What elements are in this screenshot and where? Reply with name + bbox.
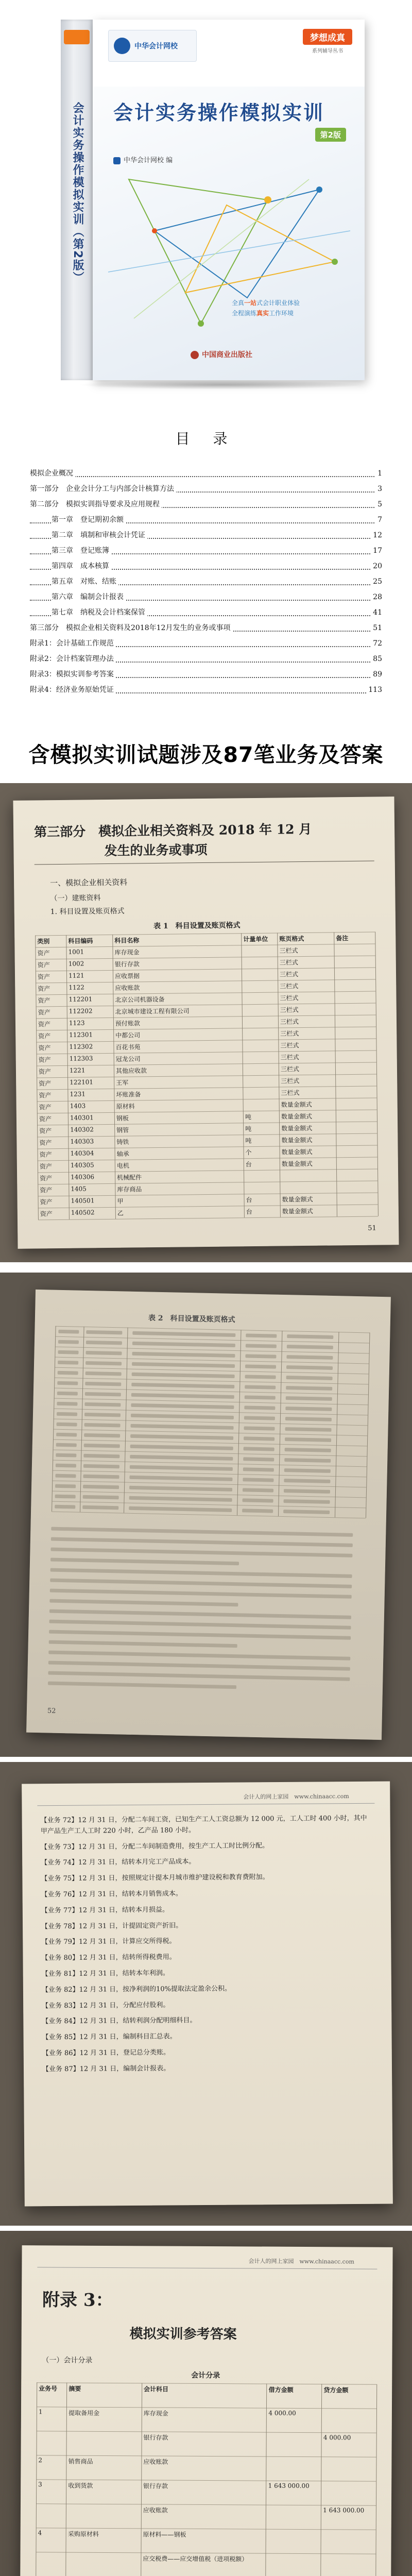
table-cell: 台	[245, 1161, 252, 1168]
toc-item-page: 72	[371, 636, 382, 651]
table-cell: 钢板	[116, 1114, 129, 1122]
business-item: 【业务 75】12 月 31 日，按照规定计提本月城市维护建设税和教育费附加。	[41, 1873, 269, 1883]
business-item: 【业务 76】12 月 31 日，结转本月销售成本。	[41, 1890, 182, 1899]
business-item: 【业务 82】12 月 31 日，按净利润的10%提取法定盈余公积。	[41, 1985, 232, 1994]
table-cell	[245, 1053, 277, 1054]
appendix-subtitle: 模拟实训参考答案	[129, 2326, 237, 2343]
photo-page-51	[0, 783, 412, 1262]
table-cell	[338, 1099, 375, 1100]
business-item: 【业务 85】12 月 31 日，编制科目汇总表。	[42, 2032, 177, 2042]
table-cell: 三栏式	[280, 1065, 300, 1073]
promo-caption-section	[0, 726, 412, 778]
toc-item-label: 第二部分 模拟实训指导要求及应用规程	[30, 500, 162, 509]
table-cell: 4 000.00	[323, 2434, 351, 2442]
table-cell	[337, 1028, 374, 1029]
business-list	[41, 1814, 372, 2080]
table-cell: 三栏式	[280, 1042, 299, 1049]
table-cell: 原材料	[116, 1103, 135, 1110]
table-cell: 台	[246, 1196, 252, 1204]
table-cell: 三栏式	[279, 971, 299, 978]
table-cell: 三栏式	[280, 1030, 299, 1038]
table-cell	[337, 1052, 374, 1053]
table-cell: 资产	[40, 1187, 53, 1194]
table-cell: 数量金额式	[281, 1100, 312, 1109]
table-cell: 三栏式	[281, 1077, 300, 1085]
table-cell: 银行存款	[143, 2482, 168, 2490]
table-cell: 北京公司机器设备	[115, 995, 165, 1004]
toc-item[interactable]	[30, 513, 382, 528]
table-cell: 1001	[68, 948, 84, 956]
table-cell: 资产	[38, 1032, 51, 1040]
toc-item[interactable]	[30, 621, 382, 636]
toc-item-label: 第七章 纳税及会计档案保管	[52, 608, 147, 617]
book-page	[19, 2245, 392, 2576]
table-cell	[337, 1016, 374, 1017]
table-cell: 三栏式	[279, 947, 298, 955]
page-heading: 第三部分 模拟企业相关资料及 2018 年 12 月	[33, 821, 312, 840]
toc-item-label: 附录2：会计档案管理办法	[30, 655, 116, 663]
toc-item-label: 附录3：模拟实训参考答案	[30, 670, 116, 679]
toc-item-page: 1	[375, 466, 382, 481]
toc-item[interactable]	[30, 683, 382, 698]
table-cell: 钢管	[116, 1126, 129, 1134]
spine-badge	[64, 30, 90, 44]
toc-item-page: 12	[371, 528, 382, 543]
table-cell: 轴承	[116, 1150, 129, 1158]
business-item: 【业务 84】12 月 31 日，结转利润分配明细科目。	[42, 2016, 197, 2026]
author-icon	[113, 157, 121, 164]
table-cell: 提取备用金	[68, 2409, 100, 2417]
table-cell: 112303	[69, 1055, 93, 1062]
table-cell: 数量金额式	[281, 1136, 313, 1144]
node-dot	[332, 259, 338, 265]
toc-item-page: 41	[371, 605, 382, 620]
table-cell: 140502	[71, 1209, 95, 1216]
business-item: 【业务 81】12 月 31 日，结转本年利润。	[41, 1969, 169, 1978]
series-badge	[303, 29, 352, 53]
table-cell: 坏账准备	[116, 1091, 141, 1098]
table-cell: 资产	[37, 973, 50, 981]
author-line	[113, 155, 173, 164]
table-cell: 资产	[39, 1151, 52, 1159]
spine-title: 会计实务操作模拟实训（第2版）	[71, 102, 84, 284]
table-cell: 1	[38, 2408, 43, 2416]
cover-title: 会计实务操作模拟实训	[113, 101, 325, 124]
table-header-cell: 类别	[37, 938, 50, 945]
toc-item[interactable]	[30, 574, 382, 590]
node-dot	[152, 228, 157, 233]
appendix-title: 附录 3：	[42, 2290, 113, 2311]
table-cell: 2	[38, 2456, 43, 2464]
table-cell: 三栏式	[280, 1054, 299, 1061]
toc-item-label: 附录4：经济业务原始凭证	[30, 686, 116, 694]
table-cell	[243, 946, 275, 947]
table-cell: 库存现金	[143, 2410, 168, 2417]
table-cell	[323, 2458, 374, 2459]
table-cell: 112202	[68, 1007, 93, 1015]
photo-page-business-list	[0, 1762, 412, 2226]
table-cell: 1 643 000.00	[268, 2482, 310, 2490]
table-cell: 王军	[116, 1079, 129, 1087]
table-cell: 其他应收款	[115, 1067, 147, 1075]
table-cell: 资产	[38, 1068, 52, 1076]
table-cell: 三栏式	[280, 982, 299, 990]
node-dot	[198, 320, 204, 327]
business-item: 【业务 78】12 月 31 日，计提固定资产折旧。	[41, 1921, 183, 1930]
toc-item-page: 25	[371, 574, 382, 589]
table-cell: 资产	[38, 1044, 51, 1052]
business-item: 【业务 83】12 月 31 日，分配应付股利。	[42, 2001, 170, 2010]
business-item: 【业务 86】12 月 31 日，登记总分类账。	[42, 2048, 170, 2058]
table-cell: 资产	[38, 1021, 51, 1028]
toc-item-label: 第五章 对账、结账	[52, 578, 118, 586]
toc-item[interactable]	[30, 482, 382, 497]
table-cell: 1121	[68, 972, 84, 979]
table-header-cell: 账页格式	[279, 935, 304, 943]
table-header-cell: 科目编码	[68, 937, 93, 945]
table-cell	[338, 1135, 375, 1136]
table-cell: 原材料——钢板	[143, 2531, 186, 2538]
table-cell: 140304	[70, 1149, 94, 1157]
toc-item-label: 第二章 填制和审核会计凭证	[52, 531, 147, 539]
book-spine	[61, 20, 93, 380]
table-cell: 三栏式	[280, 1018, 299, 1026]
table-cell: 资产	[38, 1056, 51, 1064]
table-cell: 140302	[70, 1126, 94, 1133]
node-dot	[316, 187, 322, 193]
page-number: 51	[368, 1224, 376, 1232]
table-cell: 银行存款	[143, 2434, 168, 2442]
table-cell: 资产	[39, 1139, 52, 1147]
table-cell: 1403	[70, 1102, 86, 1110]
toc-item-label: 第一部分 企业会计分工与内部会计核算方法	[30, 485, 176, 493]
business-item: 【业务 77】12 月 31 日，结转本月损益。	[41, 1906, 169, 1915]
toc-item-page: 89	[371, 667, 382, 682]
table-cell: 应收账款	[143, 2458, 168, 2466]
table-cell: 4	[38, 2529, 42, 2537]
table-cell: 资产	[40, 1210, 53, 1218]
toc-item[interactable]	[30, 528, 382, 544]
toc-item-label: 第三章 登记账簿	[52, 547, 111, 555]
table-cell: 三栏式	[280, 1006, 299, 1014]
table-cell: 机械配件	[117, 1174, 142, 1181]
table-cell: 1405	[71, 1185, 87, 1193]
table-cell: 1122	[68, 984, 84, 991]
toc-item[interactable]	[30, 544, 382, 559]
toc-item-page: 113	[366, 683, 382, 698]
page-number: 52	[47, 1707, 56, 1715]
toc-item-label: 模拟企业概况	[30, 469, 75, 478]
table-cell: 中都公司	[115, 1031, 141, 1039]
toc-item-page: 51	[371, 621, 382, 636]
subsection-title: 1. 科目设置及账页格式	[50, 907, 125, 917]
table-cell: 资产	[39, 1080, 52, 1088]
table-cell: 资产	[39, 1092, 52, 1099]
table-cell: 140303	[70, 1138, 94, 1145]
table-cell	[244, 1029, 276, 1030]
toc-item[interactable]	[30, 590, 382, 605]
table-cell: 140305	[70, 1161, 94, 1169]
toc-item-page: 20	[371, 559, 382, 574]
toc-item-page: 3	[375, 482, 382, 497]
table-cell: 三栏式	[281, 1089, 300, 1097]
table-cell	[244, 1041, 276, 1042]
press-name: 中国商业出版社	[191, 349, 252, 360]
table-header-cell: 计量单位	[243, 935, 268, 943]
table-cell	[323, 2482, 374, 2483]
table-cell: 140306	[71, 1173, 95, 1181]
edition-badge: 第2版	[315, 128, 346, 142]
table-cell: 甲	[117, 1197, 124, 1205]
table-cell: 140301	[70, 1114, 94, 1122]
table-cell: 资产	[39, 1127, 52, 1135]
table-cell	[282, 1182, 334, 1183]
table-cell: 冠龙公司	[115, 1055, 141, 1063]
table-cell	[336, 945, 373, 946]
table-header-cell: 科目名称	[114, 937, 140, 944]
table-cell	[268, 2506, 319, 2507]
table-cell	[336, 969, 373, 970]
table-caption: 表 2 科目设置及账页格式	[148, 1314, 235, 1324]
book-cover	[61, 20, 365, 380]
toc-item-label: 附录1：会计基础工作规范	[30, 639, 116, 648]
table-cell: 销售商品	[68, 2458, 93, 2465]
table-cell: 收到货款	[68, 2482, 93, 2489]
table-cell: 资产	[38, 1009, 50, 1016]
series-subtitle: 系列辅导丛书	[312, 48, 343, 54]
table-cell	[338, 1182, 375, 1183]
table-cell	[338, 1111, 375, 1112]
business-item: 【业务 72】12 月 31 日，分配二车间工资，已知生产工人工资总额为 12 000 元，工人工时 400 小时，其中甲产品生产工人工时 220 小时，乙产品 180 小时。	[40, 1814, 367, 1836]
toc-item[interactable]	[30, 466, 382, 482]
table-cell: 140501	[71, 1197, 95, 1205]
toc-item-page: 85	[371, 652, 382, 667]
table-cell: 112201	[68, 995, 93, 1003]
table-cell: 资产	[40, 1198, 53, 1206]
toc-item-label: 第四章 成本核算	[52, 562, 111, 570]
table-cell: 银行存款	[114, 960, 140, 968]
table-cell: 1 643 000.00	[323, 2506, 365, 2514]
business-item: 【业务 79】12 月 31 日，计算应交所得税。	[41, 1937, 176, 1946]
photo-page-52	[0, 1273, 412, 1757]
toc-item[interactable]	[30, 652, 382, 667]
publisher-logo-text: 中华会计网校	[134, 42, 178, 50]
table-cell	[337, 1040, 374, 1041]
table-cell: 北京城市建设工程有限公司	[115, 1007, 190, 1015]
table-cell: 百花书苑	[115, 1043, 141, 1051]
table-cell	[68, 2505, 139, 2506]
toc-item-label: 第一章 登记期初余额	[52, 516, 126, 524]
table-cell: 4 000.00	[268, 2409, 296, 2417]
table-cell: 数量金额式	[281, 1124, 313, 1132]
table-cell: 资产	[38, 997, 50, 1005]
table-cell: 1221	[69, 1066, 85, 1074]
table-cell: 1123	[68, 1019, 85, 1027]
business-item: 【业务 80】12 月 31 日，结转所得税费用。	[41, 1953, 176, 1962]
table-cell: 资产	[39, 1163, 52, 1171]
book-page	[13, 796, 399, 1249]
blurred-table	[52, 1326, 369, 1518]
table-cell: 数量金额式	[282, 1195, 313, 1204]
publisher-logo-icon	[114, 38, 130, 54]
business-item: 【业务 74】12 月 31 日，结转本月完工产品成本。	[41, 1858, 196, 1867]
table-cell	[244, 970, 276, 971]
table-cell: 应收账款	[143, 2506, 168, 2514]
section-title: 一、模拟企业相关资料	[50, 877, 128, 888]
toc-item-page: 28	[371, 590, 382, 605]
table-cell: 个	[245, 1149, 252, 1157]
table-cell: 资产	[39, 1104, 52, 1111]
section-title: （一）会计分录	[42, 2356, 93, 2365]
table-header-cell: 借方金额	[268, 2386, 294, 2394]
table-cell	[338, 1123, 375, 1124]
table-cell: 资产	[39, 1115, 52, 1123]
table-cell: 应交税费——应交增值税（进项税额）	[143, 2555, 248, 2563]
table-cell: 乙	[117, 1209, 124, 1217]
table-cell	[339, 1206, 376, 1207]
table-cell: 采购原材料	[67, 2530, 99, 2538]
table-cell	[245, 1100, 277, 1101]
table-header-cell: 摘要	[68, 2385, 81, 2393]
table-cell: 应收票据	[114, 972, 140, 980]
table-cell: 应收账款	[115, 984, 140, 992]
table-cell: 库存商品	[117, 1185, 142, 1193]
table-cell	[339, 1194, 376, 1195]
table-header-cell: 备注	[336, 935, 349, 942]
table-cell: 资产	[40, 1175, 53, 1182]
table-cell	[244, 958, 276, 959]
table-cell: 数量金额式	[282, 1207, 313, 1215]
table-cell: 台	[246, 1208, 252, 1216]
table-cell: 112301	[69, 1031, 93, 1039]
publisher-logo	[108, 30, 197, 62]
table-cell: 数量金额式	[281, 1160, 313, 1168]
toc-item-page: 5	[375, 497, 382, 512]
table-cell: 吨	[245, 1125, 252, 1133]
book-cover-section	[0, 0, 412, 402]
table-cell: 资产	[37, 950, 50, 957]
table-cell: 电机	[116, 1162, 129, 1170]
table-cell	[336, 957, 373, 958]
account-table	[35, 932, 375, 1218]
toc-item[interactable]	[30, 559, 382, 574]
book-front	[93, 20, 365, 380]
table-header-cell: 业务号	[39, 2385, 58, 2393]
journal-entry-table	[37, 2382, 376, 2563]
toc-item-label: 第三部分 模拟企业相关资料及2018年12月发生的业务或事项	[30, 624, 232, 632]
press-logo-icon	[191, 351, 199, 359]
table-cell: 资产	[38, 985, 50, 993]
table-cell: 122101	[70, 1078, 94, 1086]
table-cell: 1231	[70, 1090, 86, 1098]
table-cell: 数量金额式	[281, 1148, 313, 1156]
table-cell: 三栏式	[279, 959, 298, 967]
toc-item[interactable]	[30, 667, 382, 683]
promo-caption: 含模拟实训试题涉及87笔业务及答案	[28, 742, 384, 767]
table-cell: 吨	[245, 1113, 252, 1121]
toc-item[interactable]	[30, 636, 382, 652]
table-caption: 表 1 科目设置及账页格式	[153, 921, 241, 931]
table-cell: 资产	[37, 961, 50, 969]
table-cell: 3	[38, 2481, 42, 2488]
table-cell: 1002	[68, 960, 84, 968]
business-item: 【业务 73】12 月 31 日，分配二车间制造费用，按生产工人工时比例分配。	[40, 1841, 269, 1851]
table-cell: 三栏式	[280, 994, 299, 1002]
table-cell: 数量金额式	[281, 1112, 313, 1121]
series-badge-label: 梦想成真	[303, 29, 352, 45]
business-item: 【业务 87】12 月 31 日，编制会计报表。	[42, 2064, 170, 2073]
table-cell: 112302	[69, 1043, 93, 1050]
book-page	[26, 1290, 391, 1740]
table-cell	[268, 2458, 319, 2459]
subsection-title: （一）建账资料	[50, 894, 101, 903]
table-cell: 吨	[245, 1137, 252, 1145]
toc-list	[30, 466, 382, 698]
page-header: 会计人的网上家园 www.chinaacc.com	[243, 1793, 349, 1801]
table-cell	[246, 1183, 278, 1184]
toc-item-page: 17	[371, 544, 382, 558]
page-header: 会计人的网上家园 www.chinaacc.com	[248, 2258, 354, 2265]
author-name: 中华会计网校 编	[124, 157, 173, 164]
toc-item-label: 第六章 编制会计报表	[52, 593, 126, 601]
table-cell: 库存现金	[114, 948, 140, 956]
toc-item[interactable]	[30, 605, 382, 621]
blurred-text-block	[48, 1527, 366, 1699]
book-page	[22, 1782, 393, 2207]
table-cell: 铸铁	[116, 1138, 129, 1146]
toc-title: 目 录	[175, 430, 237, 447]
toc-item-page: 7	[375, 513, 382, 528]
table-of-contents	[0, 407, 412, 726]
table-header-cell: 贷方金额	[323, 2386, 349, 2394]
node-dot	[264, 196, 271, 204]
cover-slogan: 全真一站式会计职业体验 全程演练真实工作环境	[232, 299, 300, 317]
page-heading-line2: 发生的业务或事项	[104, 842, 208, 859]
table-header-cell: 会计科目	[143, 2385, 169, 2393]
toc-item[interactable]	[30, 497, 382, 513]
table-caption: 会计分录	[191, 2371, 220, 2380]
table-cell: 预付账款	[115, 1020, 141, 1027]
photo-page-89	[0, 2231, 412, 2576]
